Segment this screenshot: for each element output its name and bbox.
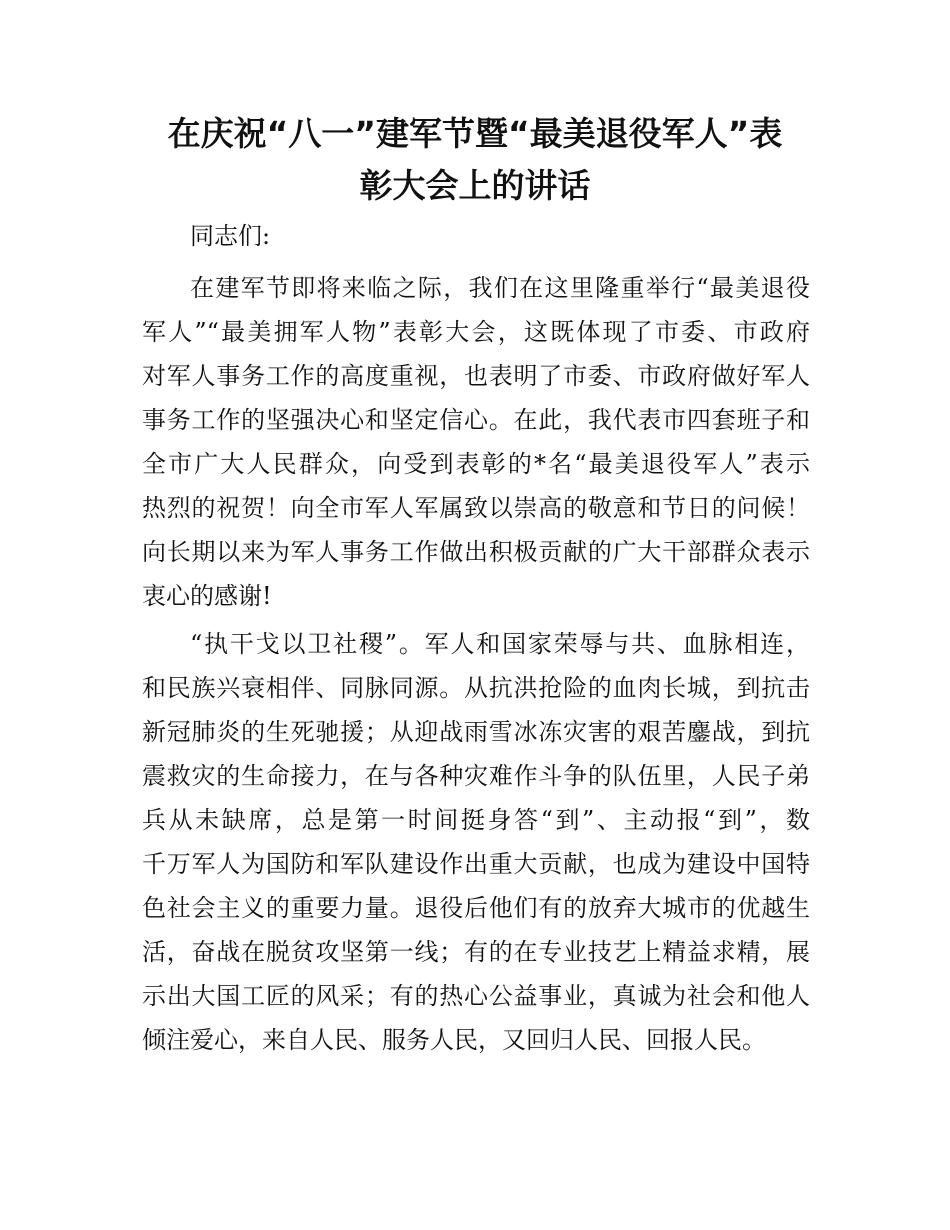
paragraph-line: 全市广大人民群众，向受到表彰的*名“最美退役军人”表示 <box>142 450 810 478</box>
paragraph-line: 热烈的祝贺！向全市军人军属致以崇高的敬意和节日的问候！ <box>142 494 810 522</box>
paragraph-2 <box>142 622 810 1062</box>
paragraph-line: 衷心的感谢! <box>142 582 272 610</box>
paragraph-line: 震救灾的生命接力，在与各种灾难作斗争的队伍里，人民子弟 <box>142 762 810 790</box>
title-line-1: 在庆祝“八一”建军节暨“最美退役军人”表 <box>167 114 783 153</box>
paragraph-1 <box>142 266 810 618</box>
paragraph-line: 军人”“最美拥军人物”表彰大会，这既体现了市委、市政府 <box>142 318 810 346</box>
document-title <box>140 108 810 212</box>
paragraph-line: 新冠肺炎的生死驰援；从迎战雨雪冰冻灾害的艰苦鏖战，到抗 <box>142 718 810 746</box>
paragraph-line: 倾注爱心，来自人民、服务人民，又回归人民、回报人民。 <box>142 1026 766 1054</box>
paragraph-line: 示出大国工匠的风采；有的热心公益事业，真诚为社会和他人 <box>142 982 810 1010</box>
paragraph-line: 活，奋战在脱贫攻坚第一线；有的在专业技艺上精益求精，展 <box>142 938 810 966</box>
paragraph-line: 和民族兴衰相伴、同脉同源。从抗洪抢险的血肉长城，到抗击 <box>142 674 810 702</box>
paragraph-line: 在建军节即将来临之际，我们在这里隆重举行“最美退役 <box>190 274 810 302</box>
paragraph-line: 色社会主义的重要力量。退役后他们有的放弃大城市的优越生 <box>142 894 810 922</box>
paragraph-line: 向长期以来为军人事务工作做出积极贡献的广大干部群众表示 <box>142 538 810 566</box>
paragraph-line: 对军人事务工作的高度重视，也表明了市委、市政府做好军人 <box>142 362 810 390</box>
paragraph-line: 事务工作的坚强决心和坚定信心。在此，我代表市四套班子和 <box>142 406 810 434</box>
title-line-2: 彰大会上的讲话 <box>359 166 591 205</box>
paragraph-line: “执干戈以卫社稷”。军人和国家荣辱与共、血脉相连， <box>190 630 810 658</box>
paragraph-line: 兵从未缺席，总是第一时间挺身答“到”、主动报“到”，数 <box>142 806 810 834</box>
greeting: 同志们: <box>190 222 271 250</box>
paragraph-line: 千万军人为国防和军队建设作出重大贡献，也成为建设中国特 <box>142 850 810 878</box>
